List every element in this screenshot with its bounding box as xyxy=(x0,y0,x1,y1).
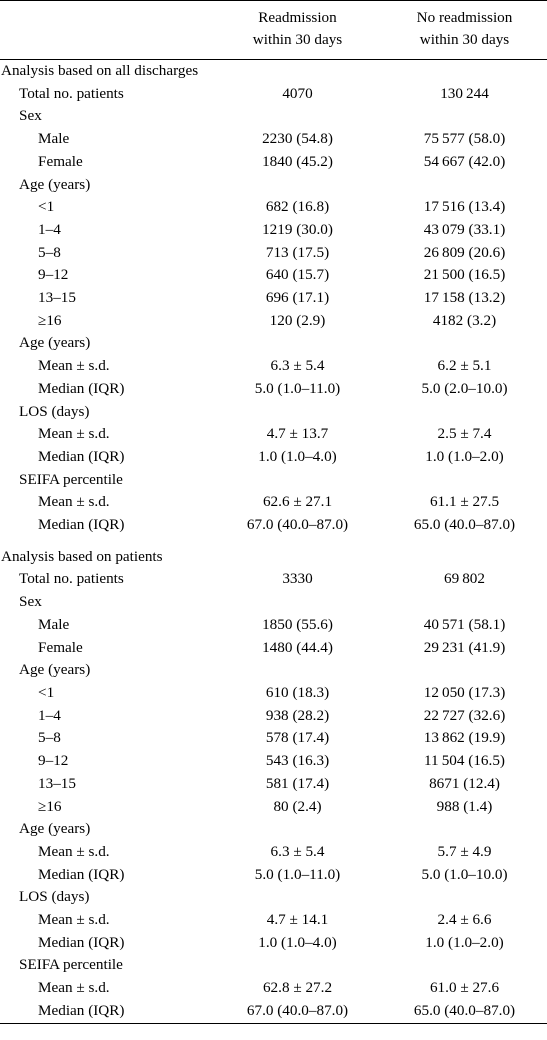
cell-readmission: 1219 (30.0) xyxy=(262,220,333,238)
row-label: Sex xyxy=(19,107,42,125)
table-row xyxy=(0,514,547,537)
table-row xyxy=(0,864,547,887)
cell-readmission: 62.6 ± 27.1 xyxy=(262,493,333,511)
row-label: Median (IQR) xyxy=(38,1001,125,1019)
table-row xyxy=(0,355,547,378)
row-label: <1 xyxy=(38,198,55,216)
cell-no-readmission: 69 802 xyxy=(443,570,485,588)
row-label: Female xyxy=(38,152,83,170)
cell-readmission xyxy=(213,954,382,977)
cell-readmission xyxy=(213,332,382,355)
row-label: Sex xyxy=(19,593,42,611)
table-row xyxy=(0,378,547,401)
cell-no-readmission xyxy=(382,174,547,197)
cell-no-readmission: 17 158 (13.2) xyxy=(423,289,506,307)
cell-no-readmission: 5.0 (1.0–10.0) xyxy=(421,865,508,883)
cell-no-readmission: 130 244 xyxy=(440,84,489,102)
table-row xyxy=(0,591,547,614)
table-row xyxy=(0,818,547,841)
table-row xyxy=(0,1000,547,1023)
table-row xyxy=(0,196,547,219)
cell-readmission: 4.7 ± 13.7 xyxy=(266,425,329,443)
cell-readmission: 4070 xyxy=(282,84,313,102)
cell-readmission xyxy=(213,659,382,682)
table-row xyxy=(0,954,547,977)
cell-no-readmission: 43 079 (33.1) xyxy=(423,220,506,238)
row-label: LOS (days) xyxy=(19,888,90,906)
row-label: Total no. patients xyxy=(19,570,124,588)
cell-no-readmission: 21 500 (16.5) xyxy=(423,266,506,284)
row-label: Mean ± s.d. xyxy=(38,842,110,860)
table-header xyxy=(0,1,547,60)
cell-readmission: 938 (28.2) xyxy=(265,706,330,724)
cell-readmission: 67.0 (40.0–87.0) xyxy=(246,516,349,534)
table-row xyxy=(0,682,547,705)
cell-readmission: 1.0 (1.0–4.0) xyxy=(258,447,337,465)
cell-no-readmission: 61.1 ± 27.5 xyxy=(429,493,500,511)
cell-no-readmission: 1.0 (1.0–2.0) xyxy=(425,447,504,465)
table-row xyxy=(0,977,547,1000)
row-label: Age (years) xyxy=(19,820,91,838)
cell-no-readmission: 26 809 (20.6) xyxy=(423,243,506,261)
cell-no-readmission xyxy=(382,332,547,355)
cell-readmission: 713 (17.5) xyxy=(265,243,330,261)
cell-readmission: 578 (17.4) xyxy=(265,729,330,747)
cell-no-readmission: 61.0 ± 27.6 xyxy=(429,979,500,997)
row-label: Median (IQR) xyxy=(38,516,125,534)
header-blank xyxy=(0,1,213,60)
cell-readmission: 2230 (54.8) xyxy=(262,130,333,148)
cell-no-readmission xyxy=(382,401,547,424)
row-label: Age (years) xyxy=(19,334,91,352)
section-title: Analysis based on all discharges xyxy=(1,62,199,79)
table-row xyxy=(0,841,547,864)
header-readmission-line2: within 30 days xyxy=(252,31,343,48)
row-label: Male xyxy=(38,615,70,633)
cell-no-readmission: 75 577 (58.0) xyxy=(423,130,506,148)
header-readmission-line1: Readmission xyxy=(258,9,337,26)
cell-no-readmission: 17 516 (13.4) xyxy=(423,198,506,216)
header-no-readmission-line2: within 30 days xyxy=(419,31,510,48)
table-row xyxy=(0,705,547,728)
table-row xyxy=(0,886,547,909)
cell-no-readmission: 29 231 (41.9) xyxy=(423,638,506,656)
table-row xyxy=(0,401,547,424)
cell-no-readmission: 2.4 ± 6.6 xyxy=(437,911,492,929)
cell-no-readmission: 4182 (3.2) xyxy=(432,311,497,329)
cell-readmission: 696 (17.1) xyxy=(265,289,330,307)
row-label: Mean ± s.d. xyxy=(38,979,110,997)
cell-no-readmission xyxy=(382,818,547,841)
row-label: 9–12 xyxy=(38,752,69,770)
cell-readmission: 1840 (45.2) xyxy=(262,152,333,170)
row-label: Mean ± s.d. xyxy=(38,357,110,375)
table-row xyxy=(0,287,547,310)
row-label: Median (IQR) xyxy=(38,865,125,883)
table-row xyxy=(0,659,547,682)
row-label: Age (years) xyxy=(19,175,91,193)
section-spacer xyxy=(0,537,547,546)
cell-no-readmission xyxy=(382,591,547,614)
cell-no-readmission: 5.7 ± 4.9 xyxy=(437,842,492,860)
cell-no-readmission: 8671 (12.4) xyxy=(429,774,500,792)
cell-no-readmission: 22 727 (32.6) xyxy=(423,706,506,724)
row-label: 1–4 xyxy=(38,220,61,238)
cell-no-readmission xyxy=(382,886,547,909)
cell-readmission: 6.3 ± 5.4 xyxy=(270,842,325,860)
table-row xyxy=(0,727,547,750)
cell-no-readmission: 54 667 (42.0) xyxy=(423,152,506,170)
cell-readmission: 581 (17.4) xyxy=(265,774,330,792)
row-label: 13–15 xyxy=(38,774,76,792)
cell-readmission: 4.7 ± 14.1 xyxy=(266,911,329,929)
table-row xyxy=(0,637,547,660)
table-row xyxy=(0,446,547,469)
row-label: 5–8 xyxy=(38,729,61,747)
table-row xyxy=(0,219,547,242)
section-header xyxy=(0,60,547,83)
cell-no-readmission: 12 050 (17.3) xyxy=(423,683,506,701)
cell-no-readmission: 5.0 (2.0–10.0) xyxy=(421,379,508,397)
bottom-rule xyxy=(0,1023,547,1024)
table-body xyxy=(0,60,547,1024)
cell-no-readmission: 1.0 (1.0–2.0) xyxy=(425,933,504,951)
cell-no-readmission: 2.5 ± 7.4 xyxy=(437,425,492,443)
table-row xyxy=(0,128,547,151)
table-row xyxy=(0,242,547,265)
row-label: 1–4 xyxy=(38,706,61,724)
cell-readmission: 5.0 (1.0–11.0) xyxy=(254,379,341,397)
table-row xyxy=(0,750,547,773)
cell-readmission: 682 (16.8) xyxy=(265,198,330,216)
table-row xyxy=(0,423,547,446)
table-row xyxy=(0,773,547,796)
cell-no-readmission xyxy=(382,105,547,128)
cell-readmission xyxy=(213,105,382,128)
row-label: Male xyxy=(38,130,70,148)
row-label: Median (IQR) xyxy=(38,379,125,397)
cell-no-readmission: 988 (1.4) xyxy=(436,797,493,815)
row-label: Age (years) xyxy=(19,661,91,679)
row-label: Median (IQR) xyxy=(38,933,125,951)
cell-no-readmission: 40 571 (58.1) xyxy=(423,615,506,633)
cell-readmission: 543 (16.3) xyxy=(265,752,330,770)
table-row xyxy=(0,491,547,514)
table-row xyxy=(0,909,547,932)
cell-no-readmission xyxy=(382,469,547,492)
cell-readmission xyxy=(213,401,382,424)
row-label: ≥16 xyxy=(38,311,62,329)
cell-readmission: 80 (2.4) xyxy=(273,797,322,815)
cell-no-readmission xyxy=(382,954,547,977)
row-label: Total no. patients xyxy=(19,84,124,102)
cell-no-readmission: 11 504 (16.5) xyxy=(424,752,505,770)
table-row xyxy=(0,105,547,128)
cell-readmission xyxy=(213,469,382,492)
row-label: 9–12 xyxy=(38,266,69,284)
header-no-readmission xyxy=(382,1,547,60)
cell-readmission: 5.0 (1.0–11.0) xyxy=(254,865,341,883)
cell-readmission: 1480 (44.4) xyxy=(262,638,333,656)
cell-readmission xyxy=(213,174,382,197)
table-row xyxy=(0,264,547,287)
row-label: 5–8 xyxy=(38,243,61,261)
row-label: Mean ± s.d. xyxy=(38,425,110,443)
row-label: Female xyxy=(38,638,83,656)
table-row xyxy=(0,568,547,591)
cell-no-readmission: 65.0 (40.0–87.0) xyxy=(413,516,516,534)
table-row xyxy=(0,332,547,355)
row-label: Mean ± s.d. xyxy=(38,911,110,929)
cell-readmission: 67.0 (40.0–87.0) xyxy=(246,1001,349,1019)
cell-readmission: 6.3 ± 5.4 xyxy=(270,357,325,375)
row-label: LOS (days) xyxy=(19,402,90,420)
row-label: Median (IQR) xyxy=(38,447,125,465)
row-label: Mean ± s.d. xyxy=(38,493,110,511)
cell-readmission: 62.8 ± 27.2 xyxy=(262,979,333,997)
section-title: Analysis based on patients xyxy=(1,547,163,565)
table-row xyxy=(0,469,547,492)
table-row xyxy=(0,614,547,637)
table-row xyxy=(0,174,547,197)
cell-no-readmission: 6.2 ± 5.1 xyxy=(437,357,492,375)
table-row xyxy=(0,932,547,955)
table-row xyxy=(0,83,547,106)
row-label: SEIFA percentile xyxy=(19,956,123,974)
cell-no-readmission: 13 862 (19.9) xyxy=(423,729,506,747)
cell-readmission: 1.0 (1.0–4.0) xyxy=(258,933,337,951)
row-label: 13–15 xyxy=(38,289,76,307)
table-row xyxy=(0,151,547,174)
cell-readmission xyxy=(213,591,382,614)
row-label: SEIFA percentile xyxy=(19,470,123,488)
cell-readmission xyxy=(213,886,382,909)
cell-readmission: 3330 xyxy=(282,570,313,588)
header-readmission xyxy=(213,1,382,60)
cell-no-readmission xyxy=(382,659,547,682)
table-row xyxy=(0,310,547,333)
cell-readmission: 120 (2.9) xyxy=(269,311,326,329)
cell-readmission: 640 (15.7) xyxy=(265,266,330,284)
section-header xyxy=(0,546,547,569)
cell-readmission: 1850 (55.6) xyxy=(262,615,333,633)
row-label: <1 xyxy=(38,683,55,701)
cell-no-readmission: 65.0 (40.0–87.0) xyxy=(413,1001,516,1019)
cell-readmission: 610 (18.3) xyxy=(265,683,330,701)
cell-readmission xyxy=(213,818,382,841)
table-row xyxy=(0,796,547,819)
row-label: ≥16 xyxy=(38,797,62,815)
header-no-readmission-line1: No readmission xyxy=(416,9,513,26)
